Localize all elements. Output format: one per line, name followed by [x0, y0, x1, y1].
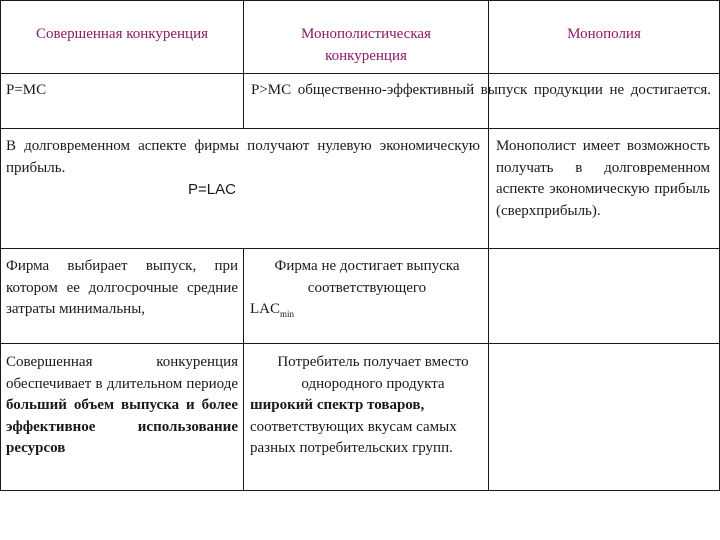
table-rule — [0, 248, 720, 249]
row4-col2-bold: широкий спектр товаров, — [250, 397, 425, 413]
table-rule — [0, 128, 720, 129]
header-col3-label: Монополия — [567, 26, 641, 42]
header-col1-label: Совершенная конкуренция — [36, 26, 208, 42]
row4-monopolistic-competition — [250, 352, 484, 488]
row3-col1-text: Фирма выбирает выпуск, при котором ее долгосрочные средние затраты минимальны, — [6, 258, 238, 317]
row4-col2-plain2: соответствующих вкусам самых разных потребительских групп. — [250, 418, 457, 456]
row2-competition-profit — [6, 136, 480, 246]
header-monopoly — [489, 24, 719, 72]
table-column-rule — [243, 248, 244, 491]
row2-col3-text: Монополист имеет возможность получать в долговременном аспекте экономическую прибыль (сверхприбыль). — [496, 138, 710, 219]
header-col2-label: Монополистическая конкуренция — [301, 26, 431, 64]
row4-col2-plain1: Потребитель получает вместо однородного продукта — [277, 354, 469, 392]
row3-col2-lac — [250, 299, 484, 326]
table-border-top — [0, 0, 720, 1]
row3-col2-text: Фирма не достигает выпуска соответствующего — [274, 258, 460, 296]
row1-col1-text: Р=МС — [6, 82, 47, 98]
row1-col2-line1 — [251, 80, 711, 102]
row3-col2-lac-sub: min — [280, 309, 295, 319]
row1-col2-prefix: Р>МС — [251, 82, 292, 98]
row2-monopoly-profit — [496, 136, 710, 246]
header-perfect-competition — [1, 24, 243, 72]
header-monopolistic-competition — [268, 24, 464, 72]
row3-perfect-competition — [6, 256, 238, 342]
table-border-bottom — [0, 490, 720, 491]
row3-monopolistic-competition — [250, 256, 484, 342]
table-border-left — [0, 0, 1, 491]
table-rule — [0, 73, 720, 74]
table-column-rule — [243, 0, 244, 129]
table-rule — [0, 343, 720, 344]
table-column-rule — [488, 0, 489, 491]
row2-col12-text: В долговременном аспекте фирмы получают нулевую экономическую прибыль. — [6, 138, 480, 176]
row1-perfect-competition — [6, 80, 238, 126]
row1-monopolistic-competition — [251, 80, 711, 126]
row4-perfect-competition — [6, 352, 238, 488]
row2-col12-formula: Р=LAC — [188, 181, 236, 198]
row1-col2-rest: общественно-эффективный выпуск продукции не достигается. — [297, 82, 711, 98]
row4-col1-bold: больший объем выпуска и более эффективное использование ресурсов — [6, 397, 238, 456]
row3-col2-lac-label: LAC — [250, 301, 280, 317]
row4-col1-plain: Совершенная конкуренция обеспечивает в длительном периоде — [6, 354, 238, 392]
